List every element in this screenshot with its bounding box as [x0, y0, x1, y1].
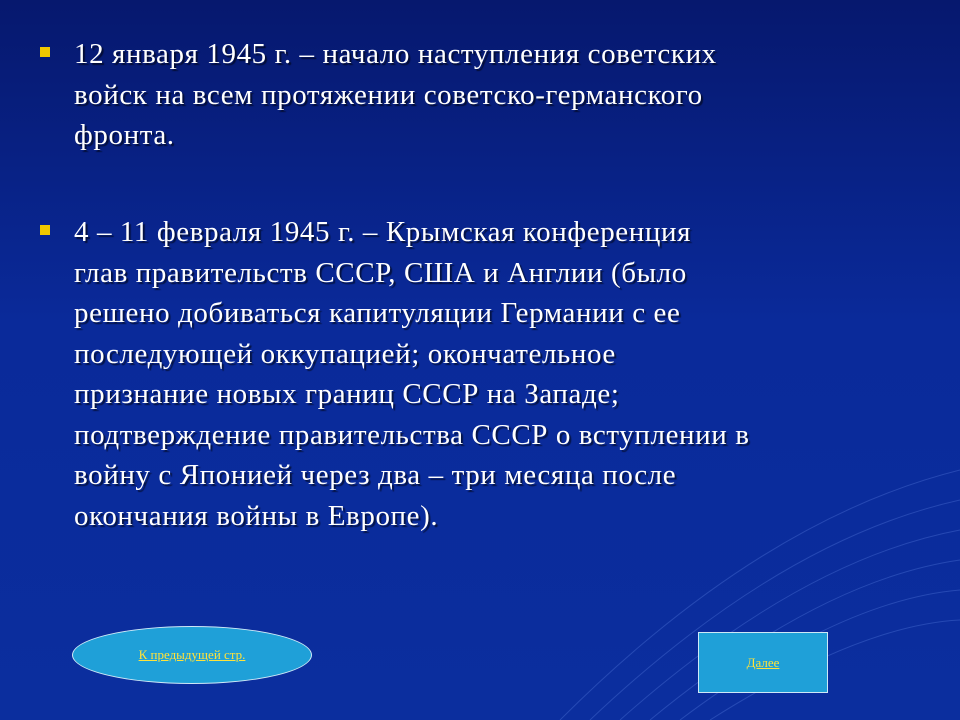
bullet-square-icon: [40, 225, 50, 235]
next-button[interactable]: [698, 632, 828, 693]
bullet-item-january-offensive: [40, 34, 900, 156]
bullet-square-icon: [40, 47, 50, 57]
previous-page-button[interactable]: [72, 626, 312, 684]
bullet-text: 12 января 1945 г. – начало наступления советских войск на всем протяжении советско-германского фронта.: [74, 38, 717, 151]
next-link[interactable]: Далее: [746, 654, 780, 670]
bullet-text: 4 – 11 февраля 1945 г. – Крымская конференция глав правительств СССР, США и Англии (было решено добиваться капитуляции Германии с ее последующей оккупацией; окончательное признание новых границ СССР на Западе; подтверждение правительства СССР о вступлении в войну с Японией через два – три месяца после окончания войны в Европе).: [74, 216, 750, 532]
bullet-item-crimean-conference: [40, 212, 900, 536]
previous-page-link[interactable]: К предыдущей стр.: [138, 647, 246, 662]
